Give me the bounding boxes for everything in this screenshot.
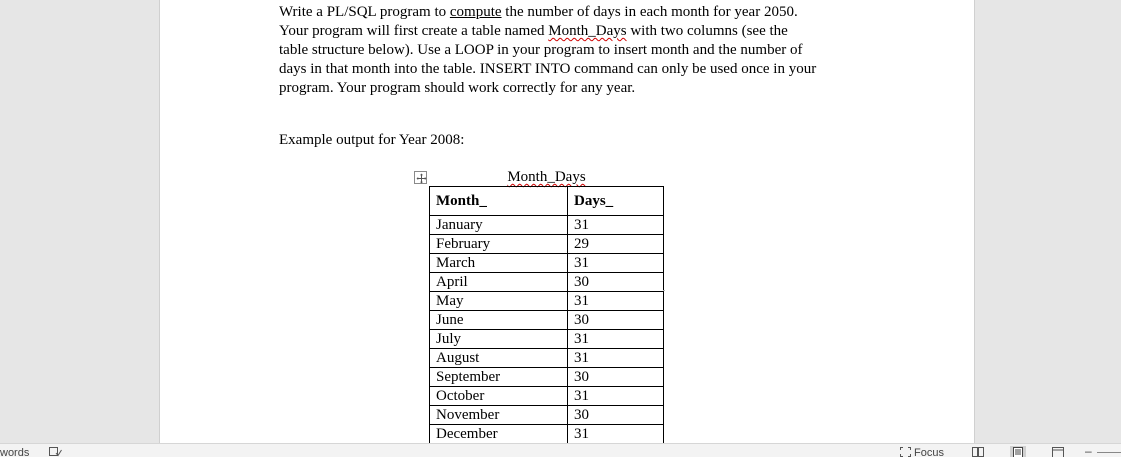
word-count[interactable]: words: [0, 447, 30, 457]
spellcheck-word[interactable]: Month_Days: [548, 23, 627, 39]
paragraph-line: table structure below). Use a LOOP in your program to insert month and the number of: [279, 42, 803, 58]
table-resize-marker: [663, 290, 665, 291]
instruction-paragraph: [279, 3, 869, 98]
month-cell: July: [430, 330, 568, 349]
table-row: [430, 216, 664, 235]
month-cell: December: [430, 425, 568, 444]
month-cell: February: [430, 235, 568, 254]
table-row: [430, 292, 664, 311]
table-row: [430, 349, 664, 368]
print-layout-icon[interactable]: [1010, 446, 1026, 457]
days-cell: 30: [568, 406, 664, 425]
days-cell: 31: [568, 292, 664, 311]
table-row: [430, 406, 664, 425]
month-cell: June: [430, 311, 568, 330]
table-row: [430, 387, 664, 406]
compute-underlined-word: compute: [449, 4, 502, 20]
web-layout-icon[interactable]: [1050, 446, 1066, 457]
days-cell: 30: [568, 311, 664, 330]
read-mode-icon[interactable]: [970, 446, 986, 457]
month-cell: January: [430, 216, 568, 235]
month-cell: August: [430, 349, 568, 368]
month-cell: November: [430, 406, 568, 425]
days-cell: 31: [568, 216, 664, 235]
focus-label: Focus: [914, 447, 944, 457]
month-cell: March: [430, 254, 568, 273]
days-cell: 31: [568, 330, 664, 349]
month-days-table: [429, 186, 664, 443]
days-cell: 31: [568, 425, 664, 444]
zoom-out-icon[interactable]: –: [1085, 444, 1092, 457]
table-row: [430, 311, 664, 330]
header-month: Month_: [430, 187, 568, 216]
table-row: [430, 368, 664, 387]
days-cell: 30: [568, 273, 664, 292]
table-move-handle-icon[interactable]: [414, 171, 427, 184]
month-cell: September: [430, 368, 568, 387]
table-header-row: [430, 187, 664, 216]
paragraph-line: Write a PL/SQL program to compute the number of days in each month for year 2050.: [279, 4, 798, 20]
zoom-slider[interactable]: [1097, 452, 1121, 453]
table-row: [430, 235, 664, 254]
days-cell: 29: [568, 235, 664, 254]
example-label: Example output for Year 2008:: [279, 132, 465, 148]
table-row: [430, 330, 664, 349]
month-cell: October: [430, 387, 568, 406]
table-row: [430, 425, 664, 444]
paragraph-line: days in that month into the table. INSERT INTO command can only be used once in your: [279, 61, 817, 77]
proofing-icon[interactable]: [49, 447, 62, 457]
days-cell: 31: [568, 387, 664, 406]
paragraph-line: program. Your program should work correctly for any year.: [279, 80, 636, 96]
month-cell: May: [430, 292, 568, 311]
paragraph-line: Your program will first create a table named Month_Days with two columns (see the: [279, 23, 788, 39]
focus-icon: [900, 447, 911, 457]
table-row: [430, 273, 664, 292]
status-bar: [0, 443, 1121, 457]
table-caption: Month_Days: [507, 169, 586, 185]
days-cell: 31: [568, 349, 664, 368]
month-cell: April: [430, 273, 568, 292]
header-days: Days_: [568, 187, 664, 216]
days-cell: 30: [568, 368, 664, 387]
document-page[interactable]: [160, 0, 974, 443]
table-row: [430, 254, 664, 273]
focus-button[interactable]: [900, 447, 944, 457]
days-cell: 31: [568, 254, 664, 273]
